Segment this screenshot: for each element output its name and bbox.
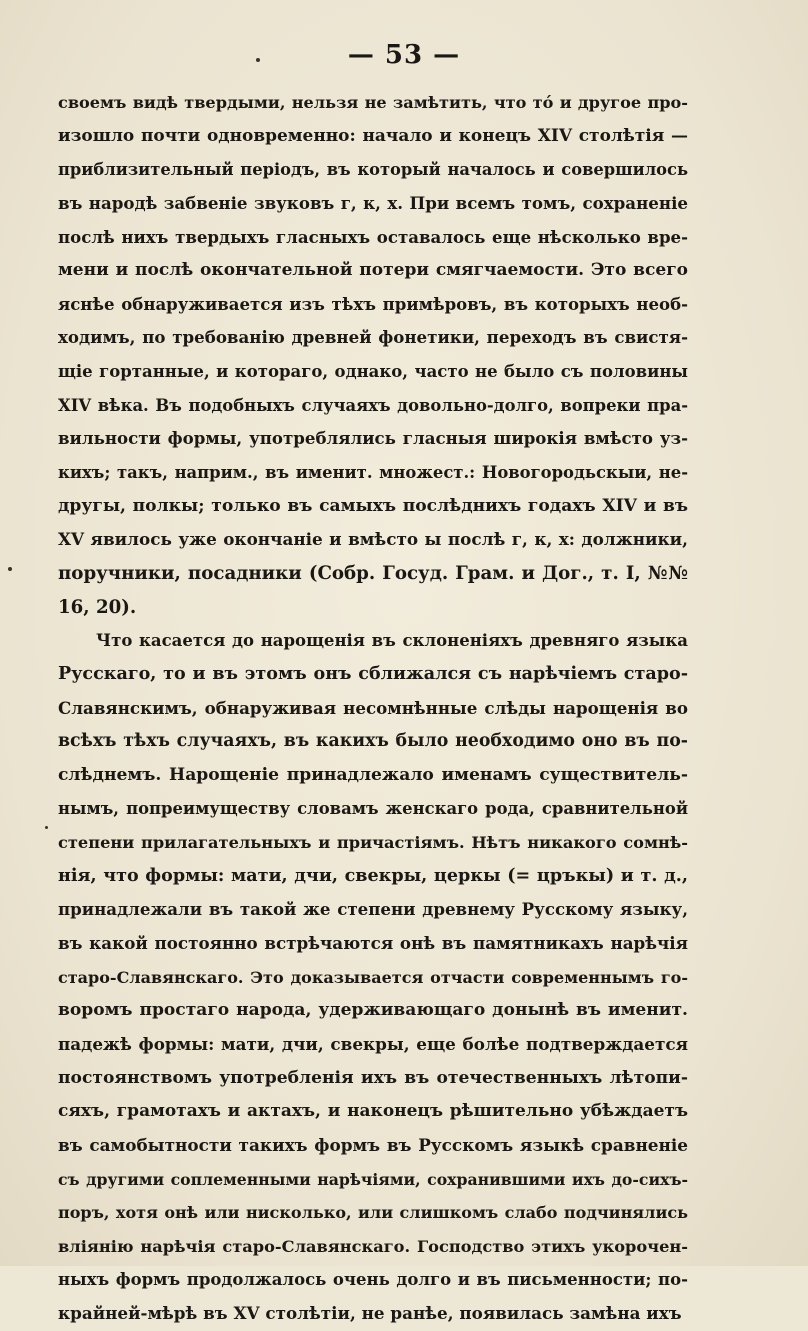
text-line: сяхъ, грамотахъ и актахъ, и наконецъ рѣшительно убѣждаетъ [58, 1101, 688, 1122]
text-line: всѣхъ тѣхъ случаяхъ, въ какихъ было необходимо оно въ по- [58, 731, 688, 752]
text-line: кихъ; такъ, наприм., въ именит. множест.: Новогородьскыи, не- [58, 463, 688, 483]
text-line: вильности формы, употреблялись гласныя широкія вмѣсто уз- [58, 428, 688, 449]
text-line: Что касается до нарощенія въ склоненіяхъ древняго языка [96, 630, 688, 651]
text-line: изошло почти одновременно: начало и конецъ XIV столѣтія — [58, 125, 688, 146]
text-line: своемъ видѣ твердыми, нельзя не замѣтить, что то́ и другое про- [58, 93, 688, 112]
text-line: въ самобытности такихъ формъ въ Русскомъ языкѣ сравненіе [58, 1134, 688, 1155]
text-line: ныхъ формъ продолжалось очень долго и въ письменности; по- [58, 1269, 688, 1290]
ink-speck [45, 826, 48, 829]
text-line: постоянствомъ употребленія ихъ въ отечественныхъ лѣтопи- [58, 1067, 688, 1088]
text-line: ходимъ, по требованію древней фонетики, переходъ въ свистя- [58, 327, 688, 348]
text-line: крайней-мѣрѣ въ XV столѣтіи, не ранѣе, появилась замѣна ихъ [58, 1303, 682, 1324]
paragraph [58, 86, 688, 624]
text-line: нія, что формы: мати, дчи, свекры, церкы (= цръкы) и т. д., [58, 865, 688, 886]
text-line: въ какой постоянно встрѣчаются онѣ въ памятникахъ нарѣчія [58, 933, 688, 954]
text-line: воромъ простаго народа, удерживающаго донынѣ въ именит. [58, 1000, 688, 1021]
text-line: поручники, посадники (Собр. Госуд. Грам. и Дог., т. I, №№ [58, 562, 688, 584]
ink-speck [8, 567, 12, 571]
text-line: послѣ нихъ твердыхъ гласныхъ оставалось еще нѣсколько вре- [58, 226, 688, 247]
text-line: другы, полкы; только въ самыхъ послѣднихъ годахъ XIV и въ [58, 495, 688, 516]
text-line: яснѣе обнаруживается изъ тѣхъ примѣровъ, въ которыхъ необ- [58, 293, 688, 314]
text-line: принадлежали въ такой же степени древнему Русскому языку, [58, 899, 688, 920]
text-line: мени и послѣ окончательной потери смягчаемости. Это всего [58, 260, 688, 281]
paragraph [58, 624, 688, 1330]
text-line: въ народѣ забвеніе звуковъ г, к, х. При всемъ томъ, сохраненіе [58, 192, 688, 213]
text-line: слѣднемъ. Нарощеніе принадлежало именамъ существитель- [58, 764, 688, 785]
text-line: 16, 20). [58, 596, 137, 618]
text-line: нымъ, попреимуществу словамъ женскаго рода, сравнительной [58, 799, 688, 819]
text-line: XIV вѣка. Въ подобныхъ случаяхъ довольно-долго, вопреки пра- [58, 395, 688, 415]
text-line: щіе гортанные, и котораго, однако, часто не было съ половины [58, 361, 688, 382]
text-line: приблизительный періодъ, въ который началось и совершилось [58, 160, 688, 180]
text-line: Русскаго, то и въ этомъ онъ сближался съ нарѣчіемъ старо- [58, 663, 688, 684]
text-line: съ другими соплеменными нарѣчіями, сохранившими ихъ до-сихъ- [58, 1169, 688, 1189]
text-line: вліянію нарѣчія старо-Славянскаго. Господство этихъ укорочен- [58, 1236, 688, 1256]
page-number: — 53 — [347, 40, 461, 70]
body-text [58, 86, 688, 1331]
text-line: поръ, хотя онѣ или нисколько, или слишкомъ слабо подчинялись [58, 1203, 688, 1223]
text-line: падежѣ формы: мати, дчи, свекры, еще болѣе подтверждается [58, 1033, 688, 1054]
text-line: старо-Славянскаго. Это доказывается отчасти современнымъ го- [58, 967, 688, 987]
text-line: XV явилось уже окончаніе и вмѣсто ы послѣ г, к, х: должники, [58, 529, 688, 550]
text-line: Славянскимъ, обнаруживая несомнѣнные слѣды нарощенія во [58, 697, 688, 718]
text-line: степени прилагательныхъ и причастіямъ. Нѣтъ никакого сомнѣ- [58, 833, 688, 853]
